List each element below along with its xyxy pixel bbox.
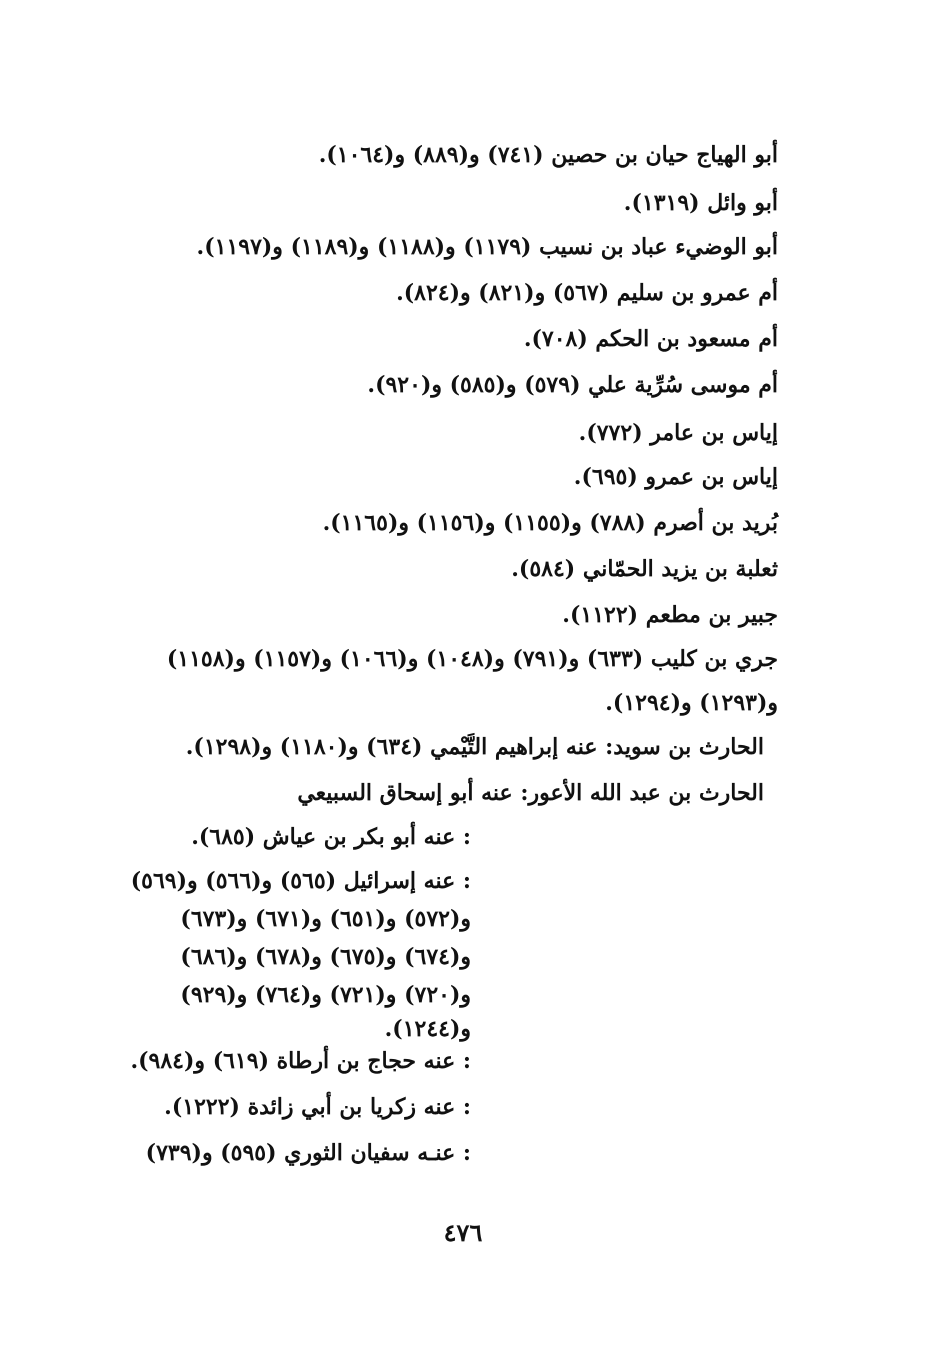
index-entry: إياس بن عامر (٧٧٢). xyxy=(578,420,778,446)
index-entry: إياس بن عمرو (٦٩٥). xyxy=(573,464,778,490)
index-entry: جبير بن مطعم (١١٢٢). xyxy=(562,602,778,628)
index-entry: أبو الوضيء عباد بن نسيب (١١٧٩) و(١١٨٨) و(١١٨٩) و(١١٩٧). xyxy=(196,234,778,260)
sub-entry-continuation: و(١٢٤٤). xyxy=(384,1016,471,1042)
sub-entry: : عنه زكريا بن أبي زائدة (١٢٢٢). xyxy=(164,1094,471,1120)
sub-entry: : عنه إسرائيل (٥٦٥) و(٥٦٦) و(٥٦٩) xyxy=(130,868,471,894)
index-entry: أم عمرو بن سليم (٥٦٧) و(٨٢١) و(٨٢٤). xyxy=(396,280,778,306)
sub-entry: : عنـه سفيان الثوري (٥٩٥) و(٧٣٩) xyxy=(145,1140,471,1166)
index-entry: الحارث بن عبد الله الأعور: عنه أبو إسحاق السبيعي xyxy=(297,780,764,806)
sub-entry-continuation: و(٦٧٤) و(٦٧٥) و(٦٧٨) و(٦٨٦) xyxy=(180,944,471,970)
index-entry: أبو وائل (١٣١٩). xyxy=(623,190,778,216)
index-entry: جري بن كليب (٦٣٣) و(٧٩١) و(١٠٤٨) و(١٠٦٦) و(١١٥٧) و(١١٥٨) xyxy=(166,646,778,672)
sub-entry-continuation: و(٧٢٠) و(٧٢١) و(٧٦٤) و(٩٢٩) xyxy=(180,982,471,1008)
index-entry: أم مسعود بن الحكم (٧٠٨). xyxy=(523,326,778,352)
index-entry: أبو الهياج حيان بن حصين (٧٤١) و(٨٨٩) و(١٠٦٤). xyxy=(318,142,778,168)
sub-entry-continuation: و(٥٧٢) و(٦٥١) و(٦٧١) و(٦٧٣) xyxy=(180,906,471,932)
index-entry: الحارث بن سويد: عنه إبراهيم التَّيْمي (٦٣٤) و(١١٨٠) و(١٢٩٨). xyxy=(185,734,764,760)
index-entry-continuation: و(١٢٩٣) و(١٢٩٤). xyxy=(605,690,778,716)
sub-entry: : عنه أبو بكر بن عياش (٦٨٥). xyxy=(191,824,471,850)
sub-entry: : عنه حجاج بن أرطاة (٦١٩) و(٩٨٤). xyxy=(130,1048,471,1074)
index-entry: بُريد بن أصرم (٧٨٨) و(١١٥٥) و(١١٥٦) و(١١٦٥). xyxy=(322,510,778,536)
index-entry: ثعلبة بن يزيد الحمّاني (٥٨٤). xyxy=(511,556,778,582)
page-number: ٤٧٦ xyxy=(443,1218,483,1247)
index-entry: أم موسى سُرِّية علي (٥٧٩) و(٥٨٥) و(٩٢٠). xyxy=(367,372,778,398)
